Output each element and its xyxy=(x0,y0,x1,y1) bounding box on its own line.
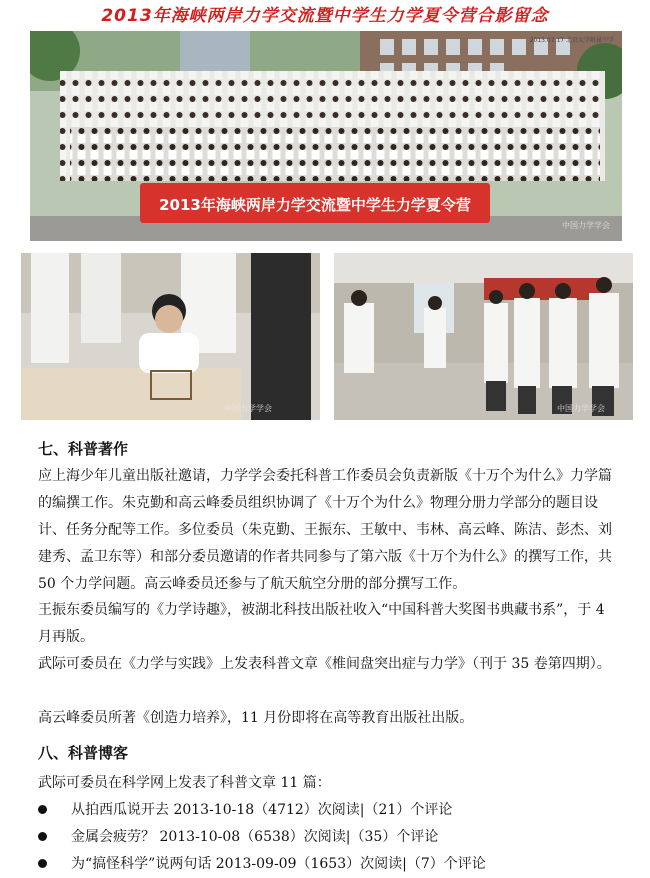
bullet-icon xyxy=(38,805,47,814)
photo-header-title: 2013年海峡两岸力学交流暨中学生力学夏令营合影留念 xyxy=(101,6,549,26)
bullet-icon xyxy=(38,859,47,868)
group-photo xyxy=(30,31,622,241)
activity-photo-right xyxy=(334,253,633,420)
blog-post-list xyxy=(38,797,628,878)
activity-photo-right-watermark: 中国力学学会 xyxy=(557,404,605,413)
blog-post-entry: 金属会疲劳？ 2013-10-08（6538）次阅读|（35）个评论 xyxy=(71,829,439,845)
activity-photo-left-illustration xyxy=(21,253,320,420)
bullet-icon xyxy=(38,832,47,841)
section-7-paragraph-3: 武际可委员在《力学与实践》上发表科普文章《椎间盘突出症与力学》（刊于 35 卷第四期）。 xyxy=(38,656,611,672)
group-photo-watermark: 中国力学学会 xyxy=(562,221,610,230)
section-8-heading: 八、科普博客 xyxy=(38,744,129,762)
list-item xyxy=(38,824,628,851)
photo-date-stamp: 2013.07.17 北京大学附属中学 xyxy=(529,37,614,44)
activity-photo-left-watermark: 中国力学学会 xyxy=(224,404,272,413)
activity-photo-right-illustration xyxy=(334,253,633,420)
section-7-paragraph-1: 应上海少年儿童出版社邀请，力学学会委托科普工作委员会负责新版《十万个为什么》力学篇的编撰工作。朱克勤和高云峰委员组织协调了《十万个为什么》物理分册力学部分的题目设计、任务分配等工作。多位委员（朱克勤、王振东、王敏中、韦林、高云峰、陈洁、彭杰、刘建秀、孟卫东等）和部分委员邀请的作者共同参与了第六版《十万个为什么》的撰写工作，共 50 个力学问题。高云峰委员还参与了航天航空分册的部分撰写工作。 xyxy=(38,468,612,592)
section-8-intro: 武际可委员在科学网上发表了科普文章 11 篇： xyxy=(38,775,331,791)
section-7-heading: 七、科普著作 xyxy=(38,440,129,458)
section-7-paragraph-2: 王振东委员编写的《力学诗趣》，被湖北科技出版社收入“中国科普大奖图书典藏书系”，于 4 月再版。 xyxy=(38,602,605,645)
list-item xyxy=(38,797,628,824)
banner-text: 2013年海峡两岸力学交流暨中学生力学夏令营 xyxy=(159,196,471,214)
blog-post-entry: 从拍西瓜说开去 2013-10-18（4712）次阅读|（21）个评论 xyxy=(71,802,453,818)
activity-photo-left xyxy=(21,253,320,420)
blog-post-entry: 为“搞怪科学”说两句话 2013-09-09（1653）次阅读|（7）个评论 xyxy=(71,856,486,872)
section-7-paragraph-4: 高云峰委员所著《创造力培养》，11 月份即将在高等教育出版社出版。 xyxy=(38,710,474,726)
